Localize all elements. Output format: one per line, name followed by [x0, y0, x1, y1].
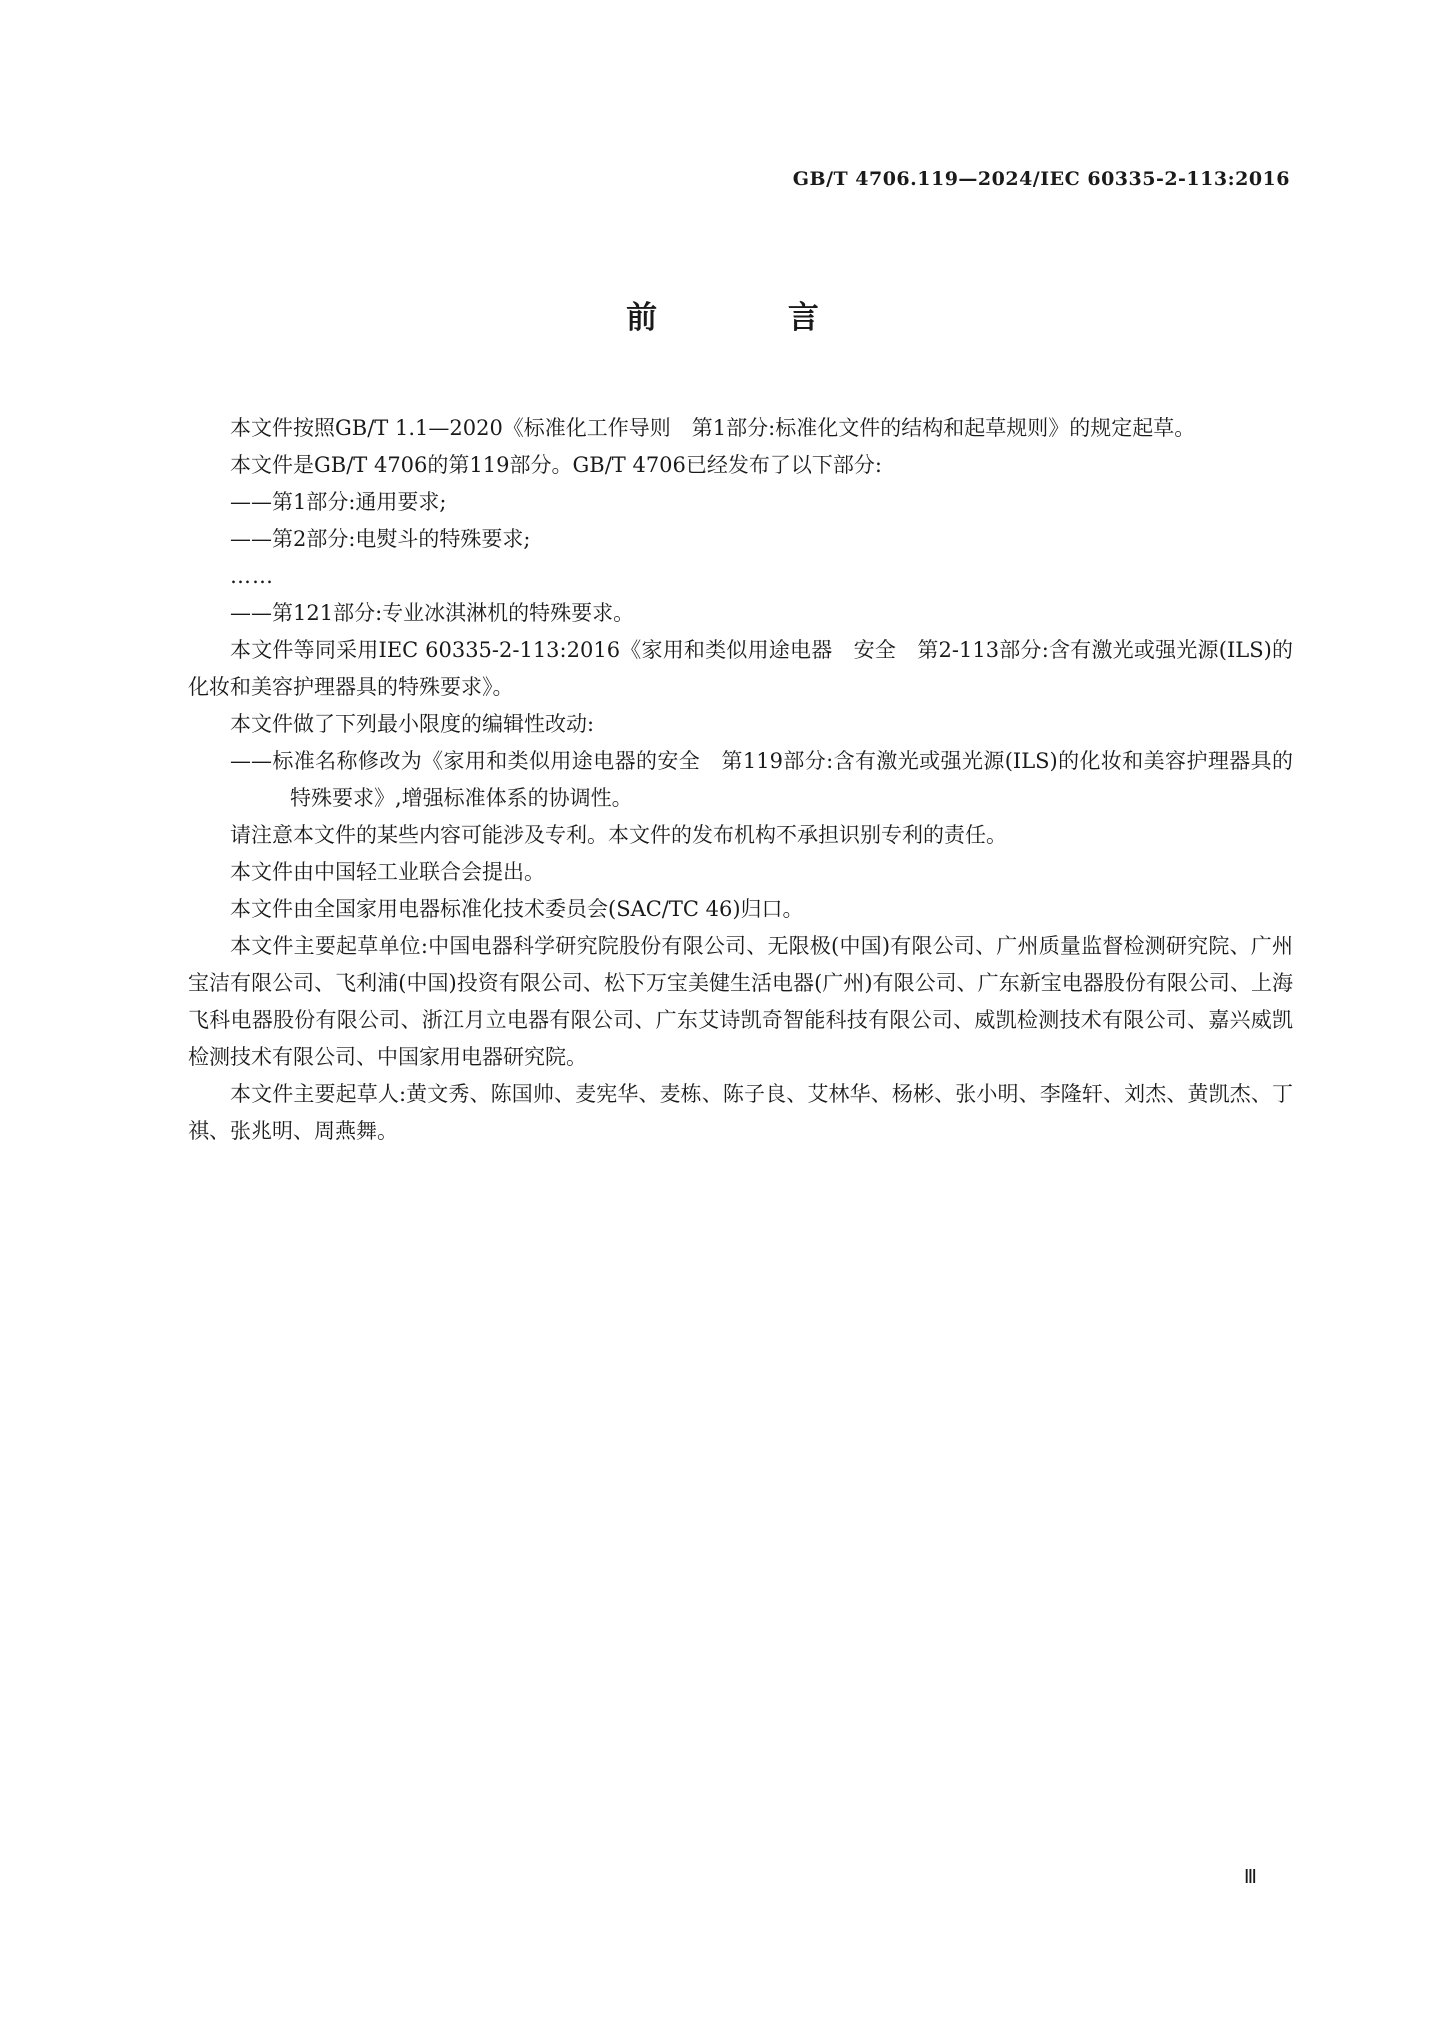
paragraph-editorial-changes: 本文件做了下列最小限度的编辑性改动: — [230, 712, 595, 736]
paragraph-drafters: 本文件主要起草人:黄文秀、陈国帅、麦宪华、麦栋、陈子良、艾林华、杨彬、张小明、李隆轩、刘杰、黄凯杰、丁祺、张兆明、周燕舞。 — [188, 1082, 1293, 1143]
list-item — [188, 484, 1293, 521]
standard-number-header: GB/T 4706.119—2024/IEC 60335-2-113:2016 — [792, 168, 1290, 190]
list-item-text: 标准名称修改为《家用和类似用途电器的安全 第119部分:含有激光或强光源(ILS)的化妆和美容护理器具的特殊要求》,增强标准体系的协调性。 — [272, 749, 1293, 810]
dash-mark: —— — [230, 749, 272, 773]
paragraph-proposer: 本文件由中国轻工业联合会提出。 — [230, 860, 545, 884]
paragraph-drafting-units: 本文件主要起草单位:中国电器科学研究院股份有限公司、无限极(中国)有限公司、广州质量监督检测研究院、广州宝洁有限公司、飞利浦(中国)投资有限公司、松下万宝美健生活电器(广州)有限公司、广东新宝电器股份有限公司、上海飞科电器股份有限公司、浙江月立电器有限公司、广东艾诗凯奇智能科技有限公司、威凯检测技术有限公司、嘉兴威凯检测技术有限公司、中国家用电器研究院。 — [188, 934, 1293, 1069]
page-title: 前 言 — [626, 300, 879, 336]
dash-mark: —— — [230, 527, 272, 551]
list-item — [188, 595, 1293, 632]
paragraph-committee: 本文件由全国家用电器标准化技术委员会(SAC/TC 46)归口。 — [230, 897, 804, 921]
list-item-text: 第121部分:专业冰淇淋机的特殊要求。 — [272, 601, 635, 625]
list-item — [188, 743, 1293, 817]
paragraph-adoption: 本文件等同采用IEC 60335-2-113:2016《家用和类似用途电器 安全 第2-113部分:含有激光或强光源(ILS)的化妆和美容护理器具的特殊要求》。 — [188, 638, 1293, 699]
preface-content — [188, 410, 1293, 1150]
list-item-text: 第2部分:电熨斗的特殊要求; — [272, 527, 531, 551]
paragraph-part-info: 本文件是GB/T 4706的第119部分。GB/T 4706已经发布了以下部分: — [230, 453, 882, 477]
dash-mark: —— — [230, 601, 272, 625]
dash-mark: —— — [230, 490, 272, 514]
paragraph-patent-notice: 请注意本文件的某些内容可能涉及专利。本文件的发布机构不承担识别专利的责任。 — [230, 823, 1007, 847]
list-item-text: 第1部分:通用要求; — [272, 490, 447, 514]
list-ellipsis: …… — [230, 564, 274, 588]
page-number: Ⅲ — [1243, 1867, 1257, 1888]
paragraph-drafting-rules: 本文件按照GB/T 1.1—2020《标准化工作导则 第1部分:标准化文件的结构和起草规则》的规定起草。 — [230, 416, 1196, 440]
list-item — [188, 521, 1293, 558]
